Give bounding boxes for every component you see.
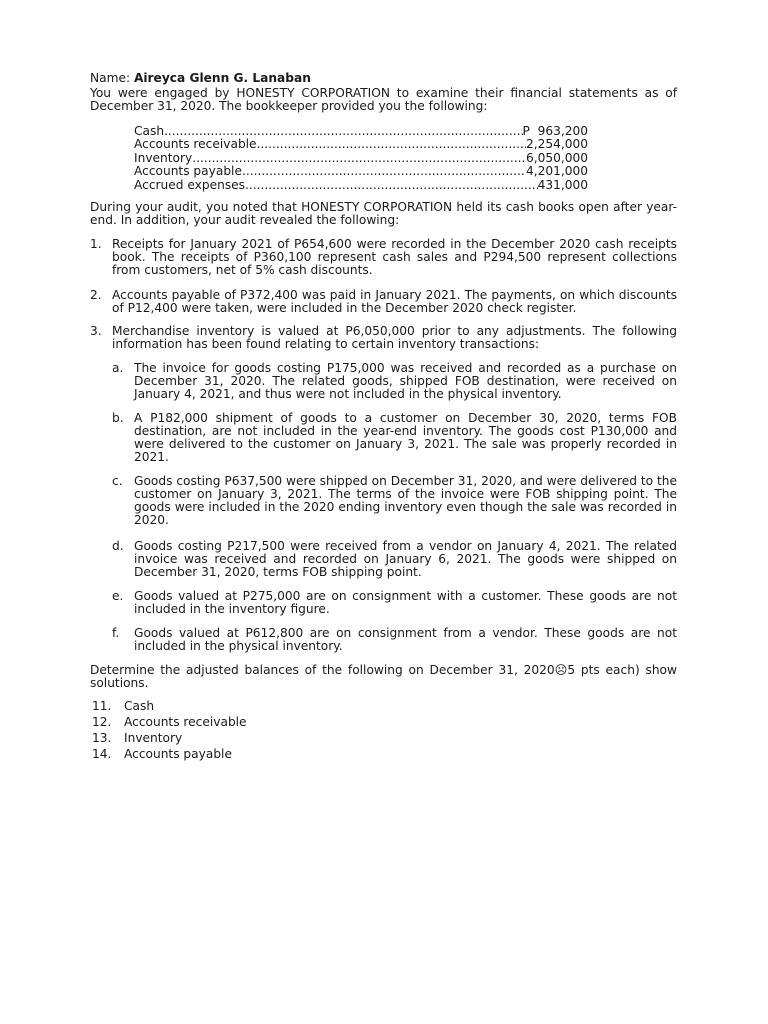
name-label: Name: (90, 71, 134, 85)
inventory-item-d: d. Goods costing P217,500 were received from a vendor on January 4, 2021. The related invoice was received and recorded on January 6, 2021. The goods were shipped on December 31, 2020, terms FOB shipping point. (112, 539, 677, 579)
inventory-item-e: e. Goods valued at P275,000 are on consignment with a customer. These goods are not included in the inventory figure. (112, 589, 677, 616)
ledger-row: Accounts payable ..... 4,201,000 (134, 165, 588, 179)
finding-item-3: 3. Merchandise inventory is valued at P6,050,000 prior to any adjustments. The following information has been found relating to certain inventory transactions: (90, 324, 677, 351)
ledger-row: Accrued expenses ..... 431,000 (134, 178, 588, 192)
ledger-row: Cash ..... P 963,200 (134, 124, 588, 138)
ledger-row: Accounts receivable ..... 2,254,000 (134, 138, 588, 152)
ledger-list (134, 124, 588, 192)
audit-intro-paragraph: During your audit, you noted that HONESTY CORPORATION held its cash books open after year-end. In addition, your audit revealed the following: (90, 200, 677, 227)
inventory-item-b: b. A P182,000 shipment of goods to a customer on December 30, 2020, terms FOB destination, are not included in the year-end inventory. The goods cost P130,000 and were delivered to the customer on January 3, 2021. The sale was properly recorded in 2021. (112, 411, 677, 464)
name-line (90, 72, 311, 85)
inventory-item-f: f. Goods valued at P612,800 are on consignment from a vendor. These goods are not included in the physical inventory. (112, 626, 677, 653)
finding-item-2: 2. Accounts payable of P372,400 was paid in January 2021. The payments, on which discounts of P12,400 were taken, were included in the December 2020 check register. (90, 288, 677, 315)
student-name: Aireyca Glenn G. Lanaban (133, 71, 311, 85)
finding-item-1: 1. Receipts for January 2021 of P654,600 were recorded in the December 2020 cash receipts book. The receipts of P360,100 represent cash sales and P294,500 represent collections from customers, net of 5% cash discounts. (90, 237, 677, 277)
inventory-item-c: c. Goods costing P637,500 were shipped on December 31, 2020, and were delivered to the customer on January 3, 2021. The terms of the invoice were FOB shipping point. The goods were included in the 2020 ending inventory even though the sale was recorded in 2020. (112, 474, 677, 527)
ledger-row: Inventory ..... 6,050,000 (134, 151, 588, 165)
inventory-item-a: a. The invoice for goods costing P175,000 was received and recorded as a purchase on December 31, 2020. The related goods, shipped FOB destination, were received on January 4, 2021, and thus were not included in the physical inventory. (112, 361, 677, 401)
question-item: 13. Inventory (92, 731, 183, 745)
instruction-paragraph: Determine the adjusted balances of the following on December 31, 2020☹5 pts each) show solutions. (90, 663, 677, 690)
intro-paragraph: You were engaged by HONESTY CORPORATION to examine their financial statements as of December 31, 2020. The bookkeeper provided you the following: (90, 86, 677, 113)
question-item: 14. Accounts payable (92, 747, 232, 761)
question-item: 12. Accounts receivable (92, 715, 247, 729)
question-item: 11. Cash (92, 699, 155, 713)
